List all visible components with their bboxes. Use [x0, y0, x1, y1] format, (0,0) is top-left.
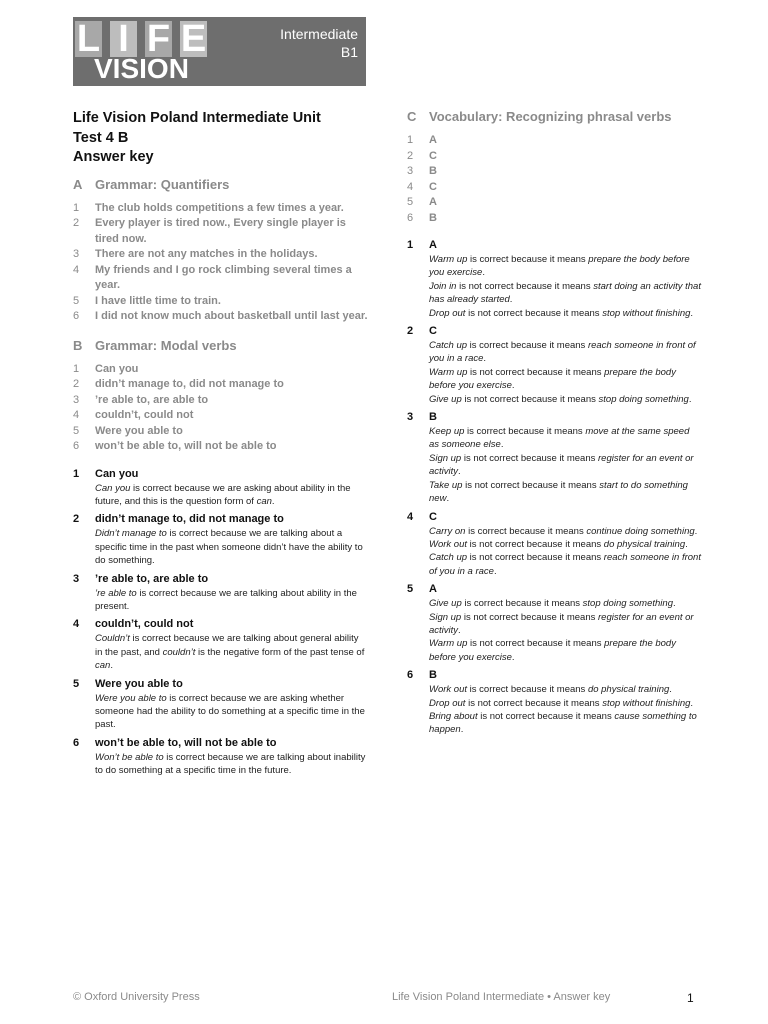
meaning: prepare the body before you exercise [429, 366, 676, 392]
explanation-body [429, 410, 702, 505]
section-b-explanations [73, 467, 368, 778]
item-text: ’re able to, are able to [95, 393, 209, 406]
explanation-body [429, 668, 702, 737]
item-number: 4 [407, 510, 414, 523]
explanation-item [407, 238, 702, 320]
explanation-line [95, 692, 368, 732]
answer-item [73, 294, 368, 310]
explanation-line [429, 366, 702, 393]
footer-book-title: Life Vision Poland Intermediate • Answer key [392, 991, 611, 1003]
explanation-line [429, 710, 702, 737]
term: Give up [429, 393, 462, 405]
section-title: Grammar: Modal verbs [95, 337, 237, 353]
explanation-item [407, 582, 702, 664]
term: Work out [429, 684, 468, 696]
explanation-text: . [511, 651, 515, 663]
explanation-text: . [458, 466, 461, 478]
explanation-item [407, 668, 702, 737]
term: Keep up [429, 426, 465, 438]
item-text: C [429, 149, 437, 162]
section-letter: C [407, 109, 417, 124]
explanation-text: is correct because we are asking about ability in the future, and this is the question form of [95, 482, 351, 507]
item-text: C [429, 180, 437, 193]
title-line: Life Vision Poland Intermediate Unit [73, 110, 321, 126]
explanation-text: is correct because it means [467, 684, 588, 696]
explanation-body [95, 572, 368, 614]
explanation-body [95, 467, 368, 509]
item-number: 6 [73, 440, 80, 452]
item-text: B [429, 165, 437, 177]
explanation-body [429, 510, 702, 579]
section-b-heading [73, 337, 368, 355]
term: ’re able to [95, 587, 137, 599]
answer-item [73, 377, 368, 393]
item-number: 5 [73, 677, 80, 690]
explanation-text: is not correct because it means [456, 280, 594, 292]
answer-item [73, 439, 368, 455]
answer-text: Can you [95, 467, 139, 480]
answer-item [73, 201, 368, 217]
item-text: The club holds competitions a few times a year. [95, 201, 344, 214]
explanation-body [95, 617, 368, 672]
term: Drop out [429, 307, 466, 319]
item-number: 5 [407, 583, 414, 596]
term: Take up [429, 479, 463, 491]
copyright-notice: © Oxford University Press [73, 991, 200, 1003]
explanation-text: is not correct because it means [467, 552, 604, 564]
explanation-text: . [694, 525, 698, 537]
item-text: There are not any matches in the holidays. [95, 248, 318, 260]
answer-item [73, 362, 368, 378]
item-text: couldn’t, could not [95, 409, 194, 421]
explanation-text: is not correct because it means [461, 452, 598, 464]
explanation-line [429, 538, 702, 551]
answer-item [407, 149, 702, 165]
item-number: 3 [407, 411, 414, 424]
explanation-text: is correct because we are talking about general ability in the past, and [95, 633, 359, 658]
logo-letter: F [146, 18, 171, 60]
item-number: 1 [407, 239, 414, 251]
explanation-text: is not correct because it means [467, 538, 604, 550]
meaning: start to do something new [429, 479, 688, 505]
explanation-line [429, 597, 702, 610]
answer-text: C [429, 325, 437, 338]
term: Drop out [429, 697, 466, 709]
meaning: stop without finishing [602, 307, 691, 319]
item-number: 2 [73, 378, 80, 390]
term: Catch up [429, 340, 468, 352]
term: Won’t be able to [95, 751, 164, 763]
section-letter: A [73, 176, 83, 192]
explanation-text: . [446, 493, 450, 505]
section-letter: B [73, 337, 83, 353]
section-title: Grammar: Quantifiers [95, 176, 230, 192]
explanation-text: . [482, 267, 485, 279]
explanation-item [73, 617, 368, 672]
explanation-text: . [458, 624, 461, 636]
item-number: 3 [73, 572, 80, 585]
explanation-line [429, 611, 702, 638]
item-number: 6 [73, 310, 80, 322]
explanation-line [429, 393, 702, 406]
explanation-text: is not correct because it means [461, 393, 599, 405]
item-number: 1 [407, 134, 414, 146]
explanation-line [429, 307, 702, 320]
meaning: stop doing something [582, 598, 673, 610]
title-line: Test 4 B [73, 129, 129, 146]
explanation-text: . [690, 307, 694, 319]
answer-text: C [429, 510, 437, 523]
answer-item [73, 424, 368, 440]
explanation-line [429, 452, 702, 479]
explanation-text: is not correct because it means [462, 479, 600, 491]
explanation-line [429, 525, 702, 538]
explanation-item [73, 572, 368, 614]
explanation-item [73, 512, 368, 567]
explanation-line [429, 339, 702, 366]
answer-item [407, 211, 702, 227]
item-text: Every player is tired now., Every single player is tired now. [95, 217, 346, 245]
life-vision-logo [73, 17, 366, 86]
explanation-line [429, 280, 702, 307]
term: Can you [95, 482, 131, 494]
term: Didn’t manage to [95, 528, 167, 540]
level-label [280, 25, 358, 61]
explanation-text: is correct because it means [467, 254, 589, 265]
explanation-text: is correct because it means [461, 598, 583, 610]
item-text: Were you able to [95, 424, 183, 437]
answer-item [73, 393, 368, 409]
answer-item [73, 263, 368, 294]
item-number: 1 [73, 362, 80, 375]
item-text: Can you [95, 362, 139, 375]
item-number: 3 [73, 393, 80, 406]
explanation-item [73, 467, 368, 509]
logo-letter: E [180, 18, 207, 60]
explanation-text: . [271, 495, 275, 507]
document-title [73, 109, 368, 168]
meaning: continue doing something [586, 525, 695, 537]
explanation-text: . [483, 353, 487, 365]
explanation-text: is not correct because it means [467, 638, 605, 650]
explanation-line [429, 697, 702, 710]
explanation-text: . [690, 697, 694, 709]
logo-word: VISION [94, 53, 189, 84]
answer-item [73, 309, 368, 325]
explanation-text: . [688, 393, 692, 405]
term: Were you able to [95, 692, 167, 704]
explanation-text: is correct because we are talking about ability in the present. [95, 587, 357, 612]
term: Sign up [429, 611, 462, 623]
answer-text: Were you able to [95, 677, 183, 690]
explanation-text: is not correct because it means [465, 307, 603, 319]
meaning: do physical training [587, 684, 670, 696]
section-c-explanations [407, 238, 702, 737]
item-text: B [429, 211, 437, 224]
explanation-text: . [493, 565, 497, 577]
item-number: 2 [73, 217, 80, 229]
page-number: 1 [687, 991, 694, 1005]
explanation-text: is correct because we are talking about a specific time in the past when someone didn’t have the ability to do something. [95, 528, 363, 567]
item-text: won’t be able to, will not be able to [95, 440, 277, 452]
explanation-item [73, 677, 368, 732]
answer-text: B [429, 411, 437, 424]
item-text: A [429, 196, 437, 208]
term: Catch up [429, 552, 468, 564]
explanation-text: is correct because we are asking whether someone had the ability to do something at a specific time in the past. [95, 692, 365, 731]
explanation-line [95, 659, 368, 672]
logo-letter: I [110, 21, 137, 57]
item-number: 4 [73, 409, 80, 421]
section-b-answers [73, 362, 368, 455]
explanation-text: . [460, 724, 464, 736]
level-code: B1 [340, 44, 358, 60]
item-number: 4 [73, 263, 80, 276]
answer-item [73, 216, 368, 247]
explanation-text: is correct because it means [467, 340, 588, 352]
answer-text: A [429, 239, 437, 251]
term: Carry on [429, 525, 466, 537]
explanation-text: is the negative form of the past tense of [195, 646, 365, 658]
meaning: reach someone in front of you in a race [429, 340, 696, 365]
meaning: cause something to happen [429, 710, 697, 736]
explanation-text: . [110, 660, 113, 672]
meaning: move at the same speed as someone else [429, 426, 690, 451]
explanation-text: . [509, 294, 513, 306]
answer-item [407, 133, 702, 149]
explanation-text: . [672, 598, 676, 610]
explanation-line [429, 637, 702, 664]
item-number: 4 [407, 180, 414, 193]
section-title: Vocabulary: Recognizing phrasal verbs [429, 109, 672, 124]
meaning: can [256, 495, 272, 507]
section-a-answers [73, 201, 368, 325]
explanation-line [95, 587, 368, 614]
explanation-text: . [511, 380, 515, 392]
item-number: 2 [407, 325, 414, 338]
item-text: I did not know much about basketball until last year. [95, 310, 368, 322]
meaning: can [95, 660, 111, 672]
item-number: 5 [73, 294, 80, 307]
item-number: 2 [407, 149, 414, 162]
term: Sign up [429, 452, 462, 464]
section-c-heading [407, 108, 702, 126]
term: Warm up [429, 638, 468, 650]
explanation-body [429, 582, 702, 664]
item-number: 1 [73, 467, 80, 480]
meaning: stop without finishing [602, 697, 691, 709]
answer-text: A [429, 583, 437, 596]
item-number: 1 [73, 201, 80, 214]
item-number: 6 [73, 736, 80, 749]
level-name: Intermediate [280, 26, 358, 42]
answer-text: ’re able to, are able to [95, 572, 209, 585]
meaning: reach someone in front of you in a race [429, 552, 701, 577]
term: Work out [429, 538, 468, 550]
item-text: didn’t manage to, did not manage to [95, 378, 284, 390]
explanation-item [407, 510, 702, 579]
explanation-text: is not correct because it means [465, 697, 603, 709]
section-a-heading [73, 176, 368, 194]
logo-letter: L [76, 18, 101, 60]
term: Give up [429, 598, 462, 610]
answer-text: won’t be able to, will not be able to [95, 736, 277, 749]
explanation-body [95, 677, 368, 732]
explanation-text: . [500, 439, 504, 451]
term: Bring about [429, 710, 478, 722]
term: Warm up [429, 366, 468, 378]
explanation-text: . [669, 684, 672, 696]
term: Couldn’t [95, 633, 130, 645]
item-text: I have little time to train. [95, 294, 221, 307]
answer-item [407, 180, 702, 196]
term: Warm up [429, 254, 468, 265]
item-number: 5 [73, 424, 80, 437]
explanation-text: is correct because it means [465, 525, 587, 537]
explanation-line [429, 479, 702, 506]
explanation-text: is not correct because it means [477, 710, 615, 722]
meaning: couldn’t [162, 646, 196, 658]
meaning: stop doing something [598, 393, 689, 405]
explanation-text: is not correct because it means [461, 611, 598, 623]
explanation-body [429, 324, 702, 406]
left-column [73, 109, 368, 782]
answer-text: didn’t manage to, did not manage to [95, 513, 284, 526]
answer-text: couldn’t, could not [95, 618, 194, 631]
explanation-item [407, 324, 702, 406]
answer-item [73, 247, 368, 263]
answer-text: B [429, 669, 437, 682]
item-number: 2 [73, 513, 80, 526]
item-text: My friends and I go rock climbing several times a year. [95, 263, 352, 291]
item-number: 6 [407, 211, 414, 224]
meaning: register for an event or activity [429, 611, 694, 636]
meaning: do physical training [603, 538, 686, 550]
explanation-line [95, 482, 368, 509]
right-column [407, 108, 702, 741]
explanation-text: is correct because we are talking about inability to do something at a specific time in the future. [95, 751, 366, 777]
item-text: A [429, 134, 437, 146]
explanation-line [95, 632, 368, 659]
item-number: 3 [73, 248, 80, 260]
explanation-text: is correct because it means [464, 426, 586, 438]
explanation-body [429, 238, 702, 320]
explanation-body [95, 736, 368, 778]
explanation-line [429, 683, 702, 696]
explanation-item [407, 410, 702, 505]
answer-item [407, 164, 702, 180]
explanation-text: . [685, 538, 688, 550]
answer-item [407, 195, 702, 211]
item-number: 5 [407, 196, 414, 208]
meaning: register for an event or activity [429, 452, 694, 478]
term: Join in [429, 280, 457, 292]
explanation-body [95, 512, 368, 567]
meaning: prepare the body before you exercise [429, 638, 676, 663]
meaning: prepare the body before you exercise [429, 254, 690, 279]
explanation-line [429, 253, 702, 280]
explanation-item [73, 736, 368, 778]
title-line: Answer key [73, 149, 154, 165]
explanation-line [95, 751, 368, 778]
meaning: start doing an activity that has already started [429, 280, 701, 306]
item-number: 6 [407, 669, 414, 682]
answer-item [73, 408, 368, 424]
item-number: 4 [73, 618, 80, 631]
section-c-answers [407, 133, 702, 226]
explanation-line [429, 551, 702, 578]
explanation-line [95, 527, 368, 567]
item-number: 3 [407, 165, 414, 177]
explanation-text: is not correct because it means [467, 366, 605, 378]
explanation-line [429, 425, 702, 452]
